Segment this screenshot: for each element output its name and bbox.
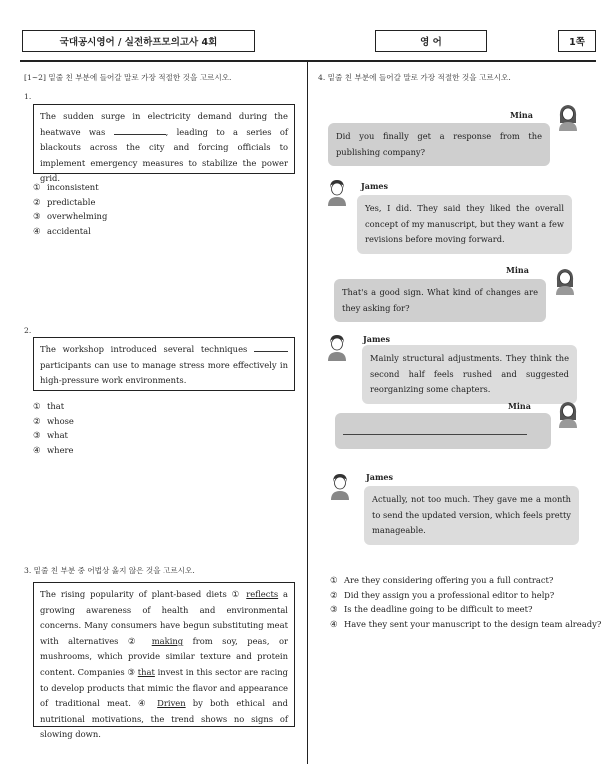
dialogue-bubble-4: Mainly structural adjustments. They think the second half feels rushed and suggested reorganizing some chapters. xyxy=(362,345,577,404)
james-avatar-icon xyxy=(329,472,351,500)
mina-avatar-icon xyxy=(554,267,576,295)
speaker-james-3: James xyxy=(366,472,394,482)
answer-blank-line[interactable] xyxy=(343,421,527,435)
speaker-mina-3: Mina xyxy=(508,401,531,411)
speaker-mina-2: Mina xyxy=(506,265,529,275)
q1-option-4[interactable]: ④ accidental xyxy=(33,226,91,237)
dialogue-bubble-1: Did you finally get a response from the publishing company? xyxy=(328,123,550,166)
q3-instruction: 3. 밑줄 친 부분 중 어법상 옳지 않은 것을 고르시오. xyxy=(24,566,195,575)
q1-number: 1. xyxy=(24,92,32,101)
q3-underline-4: Driven xyxy=(157,698,186,709)
q4-option-3[interactable]: ③ Is the deadline going to be difficult to meet? xyxy=(330,604,533,615)
q2-options xyxy=(33,399,74,458)
q1-option-2[interactable]: ② predictable xyxy=(33,196,96,207)
q2-option-4[interactable]: ④ where xyxy=(33,445,74,456)
q2-option-2[interactable]: ② whose xyxy=(33,415,74,426)
q2-option-1[interactable]: ① that xyxy=(33,401,65,411)
mina-avatar-icon xyxy=(557,103,579,131)
page-label-box xyxy=(558,30,596,52)
speaker-mina-1: Mina xyxy=(510,110,533,120)
dialogue-bubble-2: Yes, I did. They said they liked the overall concept of my manuscript, but they want a few revisions before moving forward. xyxy=(357,195,572,254)
dialogue-bubble-3: That's a good sign. What kind of changes are they asking for? xyxy=(334,279,546,322)
q4-option-4[interactable]: ④ Have they sent your manuscript to the design team already? xyxy=(330,619,602,630)
subject-box xyxy=(375,30,487,52)
james-avatar-icon xyxy=(326,333,348,361)
header-rule xyxy=(20,60,596,62)
q2-passage: The workshop introduced several techniques participants can use to manage stress more effectively in high-pressure work environments. xyxy=(33,337,295,391)
q3-underline-2: making xyxy=(151,635,184,646)
exam-title: 국대공시영어 / 실전하프모의고사 4회 xyxy=(59,37,218,48)
dialogue-bubble-6: Actually, not too much. They gave me a month to send the updated version, which feels pretty manageable. xyxy=(364,486,579,545)
mina-avatar-icon xyxy=(557,400,579,428)
q1-option-3[interactable]: ③ overwhelming xyxy=(33,211,108,222)
exam-title-box xyxy=(22,30,255,52)
column-divider xyxy=(307,61,308,764)
instruction-1-2: [1~2] 밑줄 친 부분에 들어갈 말로 가장 적절한 것을 고르시오. xyxy=(24,73,232,82)
q4-options xyxy=(330,573,601,632)
q2-blank xyxy=(254,343,288,352)
q3-underline-1: reflects xyxy=(246,589,279,599)
dialogue-bubble-blank xyxy=(335,413,551,449)
speaker-james-1: James xyxy=(361,181,389,191)
q3-underline-3: that xyxy=(137,666,155,677)
instruction-4: 4. 밑줄 친 부분에 들어갈 말로 가장 적절한 것을 고르시오. xyxy=(318,73,511,82)
q1-passage: The sudden surge in electricity demand during the heatwave was , leading to a series of blackouts across the city and forcing officials to implement emergency measures to stabilize the power grid. xyxy=(33,104,295,174)
speaker-james-2: James xyxy=(363,334,391,344)
james-avatar-icon xyxy=(326,178,348,206)
q2-number: 2. xyxy=(24,326,32,335)
q3-passage: The rising popularity of plant-based diets ① reflects a growing awareness of health and environmental concerns. Many consumers have begun substituting meat with alternatives ② making from soy, peas, or mushrooms, which provide similar texture and protein content. Companies ③ that invest in this sector are racing to develop products that mimic the flavor and appearance of traditional meat. ④ Driven by both ethical and nutritional motivations, the trend shows no signs of slowing down. xyxy=(33,582,295,727)
page-label: 1쪽 xyxy=(569,37,585,48)
subject-label: 영 어 xyxy=(420,37,442,48)
q1-blank xyxy=(114,126,166,135)
q1-option-1[interactable]: ① inconsistent xyxy=(33,182,99,192)
q4-option-2[interactable]: ② Did they assign you a professional editor to help? xyxy=(330,589,555,600)
q2-option-3[interactable]: ③ what xyxy=(33,430,68,441)
q1-options xyxy=(33,180,107,239)
q4-option-1[interactable]: ① Are they considering offering you a full contract? xyxy=(330,575,554,585)
